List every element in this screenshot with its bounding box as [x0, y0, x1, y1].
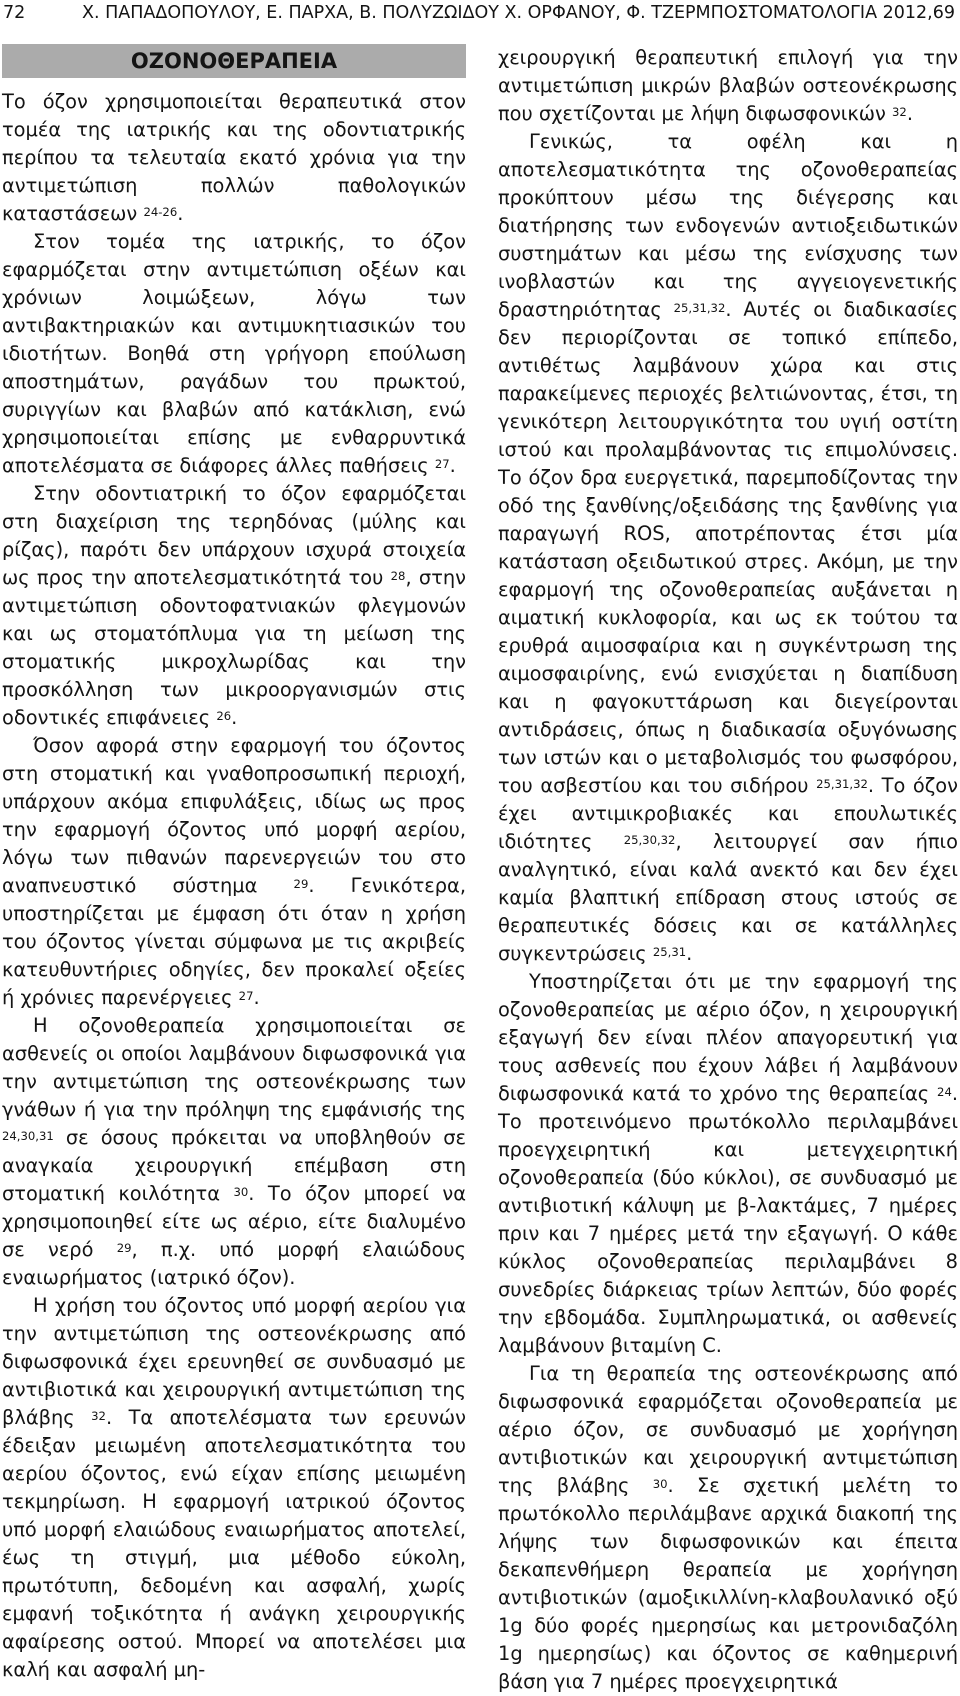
citation: 27: [238, 988, 254, 1003]
citation: 30: [233, 1184, 249, 1199]
paragraph-text: , λειτουργεί σαν ήπιο αναλγητικό, είναι καλά ανεκτό και δεν έχει καμία βλαπτική επίδραση στους ιστούς σε θεραπευτικές δόσεις και σε κατάλληλες συγκεντρώσεις: [498, 830, 958, 965]
paragraph-text: .: [449, 454, 456, 477]
citation: 30: [652, 1476, 668, 1491]
citation: 26: [216, 708, 232, 723]
paragraph-text: Στον τομέα της ιατρικής, το όζον εφαρμόζεται στην αντιμετώπιση οξέων και χρόνιων λοιμώξεων, λόγω των αντιβακτηριακών και αντιμυκητιασικών του ιδιοτήτων. Βοηθά στη γρήγορη επούλωση αποστημάτων, ραγάδων του πρωκτού, συριγγίων και βλαβών από κατάκλιση, ενώ χρησιμοποιείται επίσης με ενθαρρυντικά αποτελέσματα σε διάφορες άλλες παθήσεις: [2, 230, 466, 477]
citation: 24,30,31: [2, 1128, 54, 1143]
citation: 32: [91, 1408, 106, 1423]
citation: 24: [937, 1084, 952, 1099]
right-column: [498, 44, 959, 1693]
paragraph-text: Η χρήση του όζοντος υπό μορφή αερίου για την αντιμετώπιση της οστεονέκρωσης από διφωσφονικά έχει ερευνηθεί σε συνδυασμό με αντιβιοτικά και χειρουργική αντιμετώπιση της βλάβης: [2, 1294, 466, 1429]
paragraph: [498, 1360, 958, 1696]
paragraph: [2, 1292, 466, 1684]
paragraph: [498, 968, 958, 1360]
citation: 25,31,32: [673, 300, 726, 315]
paragraph-text: . Το προτεινόμενο πρωτόκολλο περιλαμβάνει προεγχειρητική και μετεγχειρητική οζονοθεραπεία (δύο κύκλοι), σε συνδυασμό με αντιβιοτική κάλυψη με β-λακτάμες, 7 ημέρες πριν και 7 ημέρες μετά την εξαγωγή. Ο κάθε κύκλος οζονοθεραπείας περιλαμβάνει 8 συνεδρίες διάρκειας τρίων λεπτών, δύο φορές την εβδομάδα. Συμπληρωματικά, οι ασθενείς λαμβάνουν βιταμίνη C.: [498, 1082, 959, 1357]
paragraph-text: . Τα αποτελέσματα των ερευνών έδειξαν μειωμένη αποτελεσματικότητα του αερίου όζοντος, ενώ είχαν επίσης μειωμένη τεκμηρίωση. Η εφαρμογή ιατρικού όζοντος υπό μορφή ελαιώδους εναιωρήματος αποτελεί, έως τη στιγμή, μια μέθοδο εύκολη, πρωτότυπη, δεδομένη και ασφαλή, χωρίς εμφανή τοξικότητα ή ανάγκη χειρουργικής αφαίρεσης οστού. Μπορεί να αποτελέσει μια καλή και ασφαλή μη-: [2, 1406, 466, 1681]
paragraph-text: . Γενικότερα, υποστηρίζεται με έμφαση ότι όταν η χρήση του όζοντος γίνεται σύμφωνα με τις ακριβείς κατευθυντήριες οδηγίες, δεν προκαλεί οξείες ή χρόνιες παρενέργειες: [2, 874, 466, 1009]
paragraph-text: . Αυτές οι διαδικασίες δεν περιορίζονται σε τοπικό επίπεδο, αντιθέτως λαμβάνουν χώρα και στις παρακείμενες περιοχές βελτιώνοντας, έτσι, τη γενικότερη λειτουργικότητα του υγιή οστίτη ιστού και προλαμβάνοντας τις επιμολύνσεις. Το όζον δρα ευεργετικά, παρεμποδίζοντας την οδό της ξανθίνης/οξειδάσης της ξανθίνης για παραγωγή ROS, αποτρέποντας έτσι μία κατάσταση οξειδωτικού στρες. Ακόμη, με την εφαρμογή της οζονοθεραπείας αυξάνεται η αιματική κυκλοφορία, και ως εκ τούτου τα ερυθρά αιμοσφαίρια και η συγκέντρωση της αιμοσφαιρίνης, ενώ ενισχύεται η διαπίδυση και η φαγοκυττάρωση και διεγείρονται αντιδράσεις, όπως η διαδικασία οξυγόνωσης των ιστών και ο μεταβολισμός του φωσφόρου, του ασβεστίου και του σιδήρου: [498, 298, 958, 797]
paragraph: [2, 228, 466, 480]
left-column: [2, 44, 466, 1681]
running-head-authors: Χ. ΠΑΠΑΔΟΠΟΥΛΟΥ, Ε. ΠΑΡΧΑ, Β. ΠΟΛΥΖΩΙΔΟΥ Χ. ΟΡΦΑΝΟΥ, Φ. ΤΖΕΡΜΠΟΣ: [82, 3, 749, 23]
running-head: [0, 0, 960, 26]
paragraph: [498, 44, 958, 128]
paragraph-text: .: [177, 202, 184, 225]
citation: 29: [293, 876, 309, 891]
paragraph-text: .: [253, 986, 260, 1009]
paragraph-text: Στην οδοντιατρική το όζον εφαρμόζεται στη διαχείριση της τερηδόνας (μύλης και ρίζας), παρότι δεν υπάρχουν ισχυρά στοιχεία ως προς την αποτελεσματικότητά του: [2, 482, 466, 589]
paragraph-text: Για τη θεραπεία της οστεονέκρωσης από διφωσφονικά εφαρμόζεται οζονοθεραπεία με αέριο όζον, σε συνδυασμό με χορήγηση αντιβιοτικών και χειρουργική αντιμετώπιση της βλάβης: [498, 1362, 958, 1497]
paragraph-text: Γενικώς, τα οφέλη και η αποτελεσματικότητα της οζονοθεραπείας προκύπτουν μέσω της διέγερσης και διατήρησης των ενδογενών αντιοξειδωτικών συστημάτων και μέσω της ενίσχυσης των ινοβλαστών και της αγγειογενετικής δραστηριότητας: [498, 130, 958, 321]
paragraph-text: . Το όζον έχει αντιμικροβιακές και επουλωτικές ιδιότητες: [498, 774, 958, 853]
paragraph-text: , στην αντιμετώπιση οδοντοφατνιακών φλεγμονών και ως στοματόπλυμα για τη μείωση της στοματικής μικροχλωρίδας και την προσκόλληση των μικροοργανισμών στις οδοντικές επιφάνειες: [2, 566, 466, 729]
paragraph-text: σε όσους πρόκειται να υποβληθούν σε αναγκαία χειρουργική επέμβαση στη στοματική κοιλότητα: [2, 1126, 466, 1205]
citation: 28: [390, 568, 406, 583]
paragraph-text: Το όζον χρησιμοποιείται θεραπευτικά στον τομέα της ιατρικής και της οδοντιατρικής περίπου τα τελευταία εκατό χρόνια για την αντιμετώπιση πολλών παθολογικών καταστάσεων: [2, 90, 466, 225]
paragraph: [2, 480, 466, 732]
citation: 32: [892, 104, 907, 119]
citation: 24-26: [143, 204, 178, 219]
paragraph: [2, 1012, 466, 1292]
citation: 29: [116, 1240, 132, 1255]
paragraph-text: .: [906, 102, 913, 125]
citation: 25,31,32: [816, 776, 868, 791]
citation: 25,31: [652, 944, 687, 959]
paragraph: [498, 128, 958, 968]
section-title: ΟΖΟΝΟΘΕΡΑΠΕΙΑ: [2, 44, 466, 78]
paragraph-text: .: [231, 706, 238, 729]
paragraph-text: Η οζονοθεραπεία χρησιμοποιείται σε ασθενείς οι οποίοι λαμβάνουν διφωσφονικά για την αντιμετώπιση της οστεονέκρωσης των γνάθων ή για την πρόληψη της εμφάνισής της: [2, 1014, 466, 1121]
citation: 27: [434, 456, 450, 471]
paragraph-text: , π.χ. υπό μορφή ελαιώδους εναιωρήματος (ιατρικό όζον).: [2, 1238, 466, 1289]
paragraph: [2, 88, 466, 228]
paragraph-text: . Το όζον μπορεί να χρησιμοποιηθεί είτε ως αέριο, είτε διαλυμένο σε νερό: [2, 1182, 466, 1261]
paragraph-text: .: [686, 942, 693, 965]
paragraph: [2, 732, 466, 1012]
paragraph-text: . Σε σχετική μελέτη το πρωτόκολλο περιλάμβανε αρχικά διακοπή της λήψης των διφωσφονικών και έπειτα δεκαπενθήμερη θεραπεία με χορήγηση αντιβιοτικών (αμοξικιλλίνη-κλαβουλανικό οξύ 1g δύο φορές ημερησίως και μετρονιδαζόλη 1g ημερησίως) και όζοντος σε καθημερινή βάση για 7 ημέρες προεγχειρητικά: [498, 1474, 958, 1693]
paragraph-text: Όσον αφορά στην εφαρμογή του όζοντος στη στοματική και γναθοπροσωπική περιοχή, υπάρχουν ακόμα επιφυλάξεις, ιδίως ως προς την εφαρμογή όζοντος υπό μορφή αερίου, λόγω των πιθανών παρενεργειών του στο αναπνευστικό σύστημα: [2, 734, 466, 897]
paragraph-text: χειρουργική θεραπευτική επιλογή για την αντιμετώπιση μικρών βλαβών οστεονέκρωσης που σχετίζονται με λήψη διφωσφονικών: [498, 46, 958, 125]
citation: 25,30,32: [623, 832, 676, 847]
paragraph-text: Υποστηρίζεται ότι με την εφαρμογή της οζονοθεραπείας με αέριο όζον, η χειρουργική εξαγωγή δεν είναι πλέον απαγορευτική για τους ασθενείς που έχουν λάβει ή λαμβάνουν διφωσφονικά κατά το χρόνο της θεραπείας: [498, 970, 958, 1105]
running-head-journal: ΣΤΟΜΑΤΟΛΟΓΙΑ 2012,69: [737, 3, 955, 23]
page-number: 72: [3, 3, 26, 23]
